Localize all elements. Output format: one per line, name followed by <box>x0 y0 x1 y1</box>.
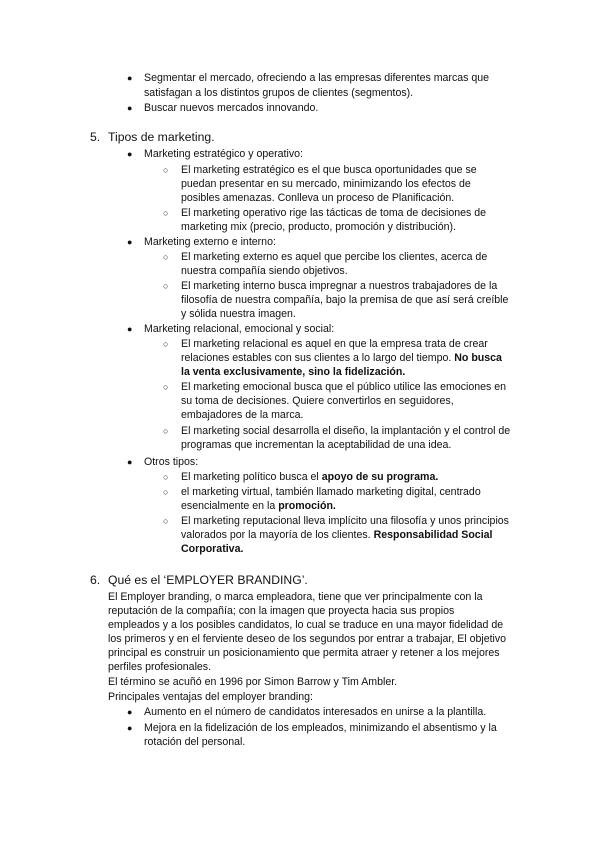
text-line: filosofía de nuestra compañía, bajo la premisa de que así será creíble <box>181 294 509 306</box>
text-line <box>181 499 336 513</box>
text-line: posibles amenazas. Conlleva un proceso de Planificación. <box>181 192 455 204</box>
text-line <box>181 528 492 542</box>
bullet-icon: ● <box>127 73 133 83</box>
section-number: 5. <box>90 130 101 144</box>
text-line: Principales ventajas del employer branding: <box>108 691 313 703</box>
sub-bullet-icon: ○ <box>163 426 169 436</box>
group-title: Marketing relacional, emocional y social: <box>144 323 335 335</box>
bullet-icon: ● <box>127 237 133 247</box>
text-run: valorados por la mayoría de los clientes. <box>181 529 371 541</box>
text-line: Mejora en la fidelización de los empleados, minimizando el absentismo y la <box>144 722 497 734</box>
text-line: rotación del personal. <box>144 736 246 748</box>
text-line: marketing mix (precio, producto, promoción y distribución). <box>181 221 456 233</box>
text-line: el marketing virtual, también llamado marketing digital, centrado <box>181 486 481 498</box>
text-line: El término se acuñó en 1996 por Simon Barrow y Tim Ambler. <box>108 676 398 688</box>
sub-bullet-icon: ○ <box>163 339 169 349</box>
text-run: El marketing político busca el <box>181 471 319 483</box>
bullet-icon: ● <box>127 149 133 159</box>
text-line: reputación de la compañía; con la imagen que proyecta hacia sus propios <box>108 605 455 617</box>
text-line <box>181 365 405 379</box>
bold-run: promoción. <box>278 500 336 512</box>
text-run: relaciones estables con sus clientes a lo largo del tiempo. <box>181 352 452 364</box>
text-line: nuestra compañía siendo objetivos. <box>181 265 348 277</box>
section-title: Qué es el ‘EMPLOYER BRANDING’. <box>108 573 308 587</box>
text-line: Aumento en el número de candidatos interesados en unirse a la plantilla. <box>144 706 487 718</box>
sub-bullet-icon: ○ <box>163 487 169 497</box>
section-title: Tipos de marketing. <box>108 130 215 144</box>
bold-run: la venta exclusivamente, sino la fidelización. <box>181 366 406 378</box>
text-line <box>181 351 502 365</box>
text-line: y sólida nuestra imagen. <box>181 308 296 320</box>
text-line: principal es construir un posicionamiento que permita atraer y retener a los mejores <box>108 647 500 659</box>
bold-run: Corporativa. <box>181 543 244 555</box>
sub-bullet-icon: ○ <box>163 281 169 291</box>
bold-run: apoyo de su programa. <box>321 471 439 483</box>
section-number: 6. <box>90 573 101 587</box>
text-line: El marketing social desarrolla el diseño, la implantación y el control de <box>181 425 511 437</box>
text-line: Buscar nuevos mercados innovando. <box>144 102 319 114</box>
bullet-icon: ● <box>127 723 133 733</box>
text-line: El Employer branding, o marca empleadora, tiene que ver principalmente con la <box>108 591 483 603</box>
text-line: El marketing interno busca impregnar a nuestros trabajadores de la <box>181 280 498 292</box>
group-title: Marketing estratégico y operativo: <box>144 148 303 160</box>
group-title: Otros tipos: <box>144 456 199 468</box>
sub-bullet-icon: ○ <box>163 208 169 218</box>
text-line: los primeros y en el ferviente deseo de los segundos por entrar a trabajar, El objetivo <box>108 633 507 645</box>
text-line: su toma de decisiones. Quiere convertirlos en seguidores, <box>181 395 454 407</box>
text-line: empleados y a los posibles candidatos, lo cual se traduce en una mayor fidelidad de <box>108 619 504 631</box>
text-line: Segmentar el mercado, ofreciendo a las empresas diferentes marcas que <box>144 72 490 84</box>
sub-bullet-icon: ○ <box>163 472 169 482</box>
sub-bullet-icon: ○ <box>163 382 169 392</box>
text-line: El marketing relacional es aquel en que la empresa trata de crear <box>181 338 488 350</box>
bold-run: No busca <box>454 352 502 364</box>
text-line <box>181 542 243 556</box>
text-line: satisfagan a los distintos grupos de clientes (segmentos). <box>144 87 414 99</box>
text-line: puedan presentar en su mercado, minimizando los efectos de <box>181 178 471 190</box>
bullet-icon: ● <box>127 103 133 113</box>
bullet-icon: ● <box>127 457 133 467</box>
text-line: perfiles profesionales. <box>108 661 212 673</box>
bullet-icon: ● <box>127 707 133 717</box>
sub-bullet-icon: ○ <box>163 252 169 262</box>
text-line: embajadores de la marca. <box>181 409 304 421</box>
sub-bullet-icon: ○ <box>163 165 169 175</box>
bullet-icon: ● <box>127 324 133 334</box>
text-line <box>181 470 438 484</box>
bold-run: Responsabilidad Social <box>373 529 493 541</box>
text-run: esencialmente en la <box>181 500 276 512</box>
text-line: El marketing operativo rige las tácticas de toma de decisiones de <box>181 207 487 219</box>
text-line: El marketing reputacional lleva implícito una filosofía y unos principios <box>181 515 509 527</box>
text-line: El marketing externo es aquel que percibe los clientes, acerca de <box>181 251 488 263</box>
text-line: El marketing estratégico es el que busca oportunidades que se <box>181 164 477 176</box>
text-line: El marketing emocional busca que el público utilice las emociones en <box>181 381 507 393</box>
sub-bullet-icon: ○ <box>163 516 169 526</box>
text-line: programas que incrementan la aceptabilidad de una idea. <box>181 439 452 451</box>
group-title: Marketing externo e interno: <box>144 236 276 248</box>
